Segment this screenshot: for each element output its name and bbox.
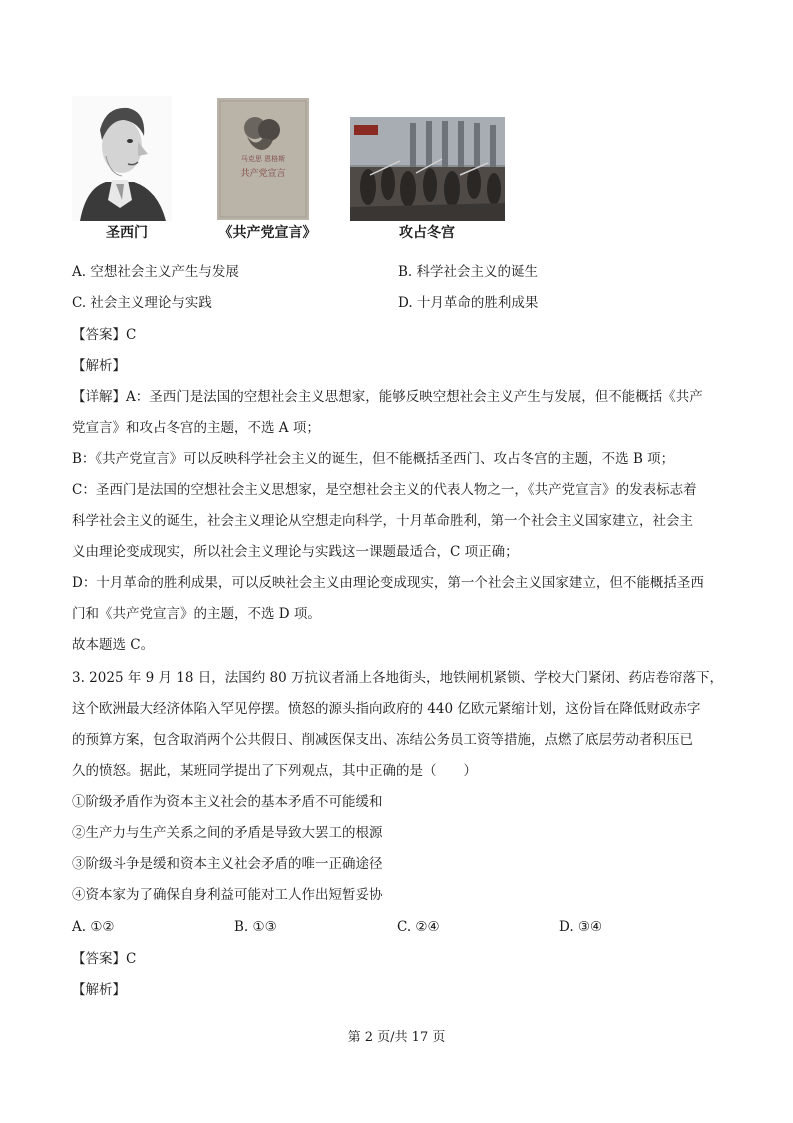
q3-option-b: B. ①③ bbox=[234, 919, 277, 935]
q3-option-a: A. ①② bbox=[72, 919, 115, 935]
q2-analysis-line: 科学社会主义的诞生，社会主义理论从空想走向科学，十月革命胜利，第一个社会主义国家建立，社会主 bbox=[72, 513, 693, 529]
q2-analysis-line: D：十月革命的胜利成果，可以反映社会主义由理论变成现实，第一个社会主义国家建立，但不能概括圣西 bbox=[72, 575, 704, 591]
q3-statement: ①阶级矛盾作为资本主义社会的基本矛盾不可能缓和 bbox=[72, 794, 383, 810]
book-authors: 马克思 恩格斯 bbox=[240, 155, 286, 163]
q2-analysis-line: 【详解】A：圣西门是法国的空想社会主义思想家，能够反映空想社会主义产生与发展，但不能概括《共产 bbox=[72, 389, 703, 405]
q2-option-a: A. 空想社会主义产生与发展 bbox=[72, 264, 239, 280]
q2-answer: 【答案】C bbox=[72, 327, 137, 343]
caption-winter-palace: 攻占冬宫 bbox=[399, 225, 455, 241]
q3-statement: ②生产力与生产关系之间的矛盾是导致大罢工的根源 bbox=[72, 825, 383, 841]
q3-analysis-label: 【解析】 bbox=[72, 982, 126, 998]
winter-palace-image bbox=[350, 117, 505, 221]
portrait-image bbox=[72, 96, 172, 221]
caption-saint-simon: 圣西门 bbox=[106, 225, 148, 241]
caption-communist-manifesto: 《共产党宣言》 bbox=[218, 225, 317, 241]
q3-statement: ③阶级斗争是缓和资本主义社会矛盾的唯一正确途径 bbox=[72, 856, 383, 872]
q3-statement: ④资本家为了确保自身利益可能对工人作出短暂妥协 bbox=[72, 887, 383, 903]
q2-analysis-line: 门和《共产党宣言》的主题，不选 D 项。 bbox=[72, 606, 321, 622]
q3-stem-line: 3. 2025 年 9 月 18 日，法国约 80 万抗议者涌上各地街头，地铁闸机紧锁、学校大门紧闭、药店卷帘落下， bbox=[72, 670, 724, 686]
q2-analysis-line: 义由理论变成现实，所以社会主义理论与实践这一课题最适合，C 项正确； bbox=[72, 544, 519, 560]
q3-stem-line: 这个欧洲最大经济体陷入罕见停摆。愤怒的源头指向政府的 440 亿欧元紧缩计划，这份旨在降低财政赤字 bbox=[72, 701, 701, 717]
q3-option-c: C. ②④ bbox=[397, 919, 440, 935]
q2-analysis-line: C：圣西门是法国的空想社会主义思想家，是空想社会主义的代表人物之一，《共产党宣言》的发表标志着 bbox=[72, 482, 697, 498]
q2-option-d: D. 十月革命的胜利成果 bbox=[398, 295, 539, 311]
q3-stem-line: 的预算方案，包含取消两个公共假日、削减医保支出、冻结公务员工资等措施，点燃了底层劳动者积压已 bbox=[72, 732, 693, 748]
q2-option-c: C. 社会主义理论与实践 bbox=[72, 295, 212, 311]
q3-answer: 【答案】C bbox=[72, 951, 137, 967]
q2-analysis-line: B：《共产党宣言》可以反映科学社会主义的诞生，但不能概括圣西门、攻占冬宫的主题，不选 B 项； bbox=[72, 451, 675, 467]
q2-option-b: B. 科学社会主义的诞生 bbox=[398, 264, 539, 280]
q2-conclusion: 故本题选 C。 bbox=[72, 637, 155, 653]
q3-stem-line: 久的愤怒。据此，某班同学提出了下列观点，其中正确的是（ ） bbox=[72, 763, 477, 779]
q2-analysis-label: 【解析】 bbox=[72, 358, 126, 374]
book-cover-image bbox=[217, 98, 309, 220]
book-title: 共产党宣言 bbox=[240, 169, 286, 179]
q3-option-d: D. ③④ bbox=[559, 919, 603, 935]
q2-analysis-line: 党宣言》和攻占冬宫的主题，不选 A 项； bbox=[72, 420, 320, 436]
page-footer: 第 2 页/共 17 页 bbox=[347, 1030, 446, 1045]
